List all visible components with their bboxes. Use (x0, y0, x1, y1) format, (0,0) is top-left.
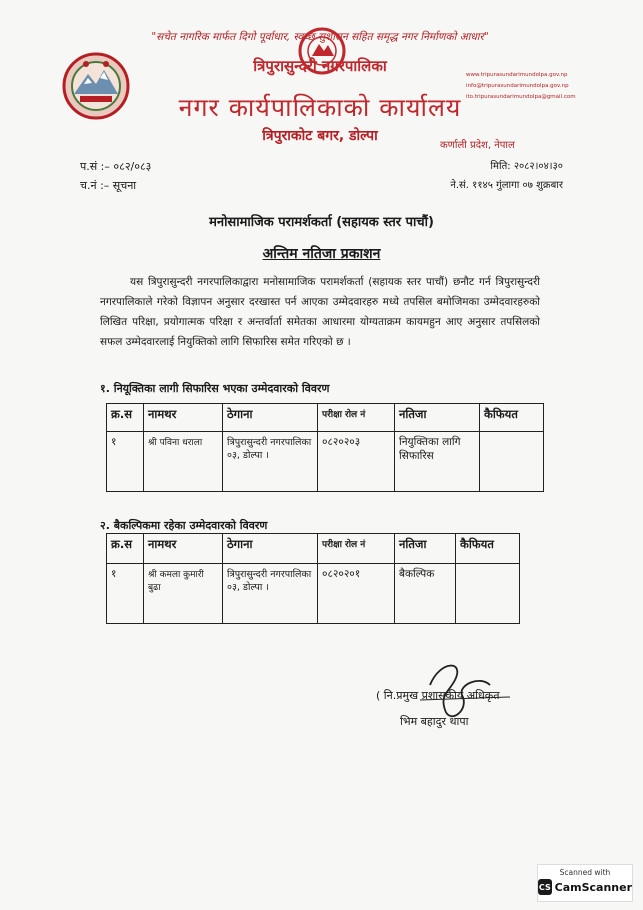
camscanner-watermark (537, 864, 633, 902)
nepal-emblem-icon (60, 50, 132, 120)
dispatch-number: च.नं :– सूचना (80, 179, 137, 192)
cell-name: श्री कमला कुमारी बुढा (144, 564, 223, 624)
col-remarks: कैफियत (456, 534, 520, 564)
col-remarks: कैफियत (480, 404, 544, 432)
col-address: ठेगाना (223, 534, 318, 564)
camscanner-logo-icon: CS (538, 879, 552, 895)
notice-subject: मनोसामाजिक परामर्शकर्ता (सहायक स्तर पाचौं) (209, 215, 434, 230)
cell-address: त्रिपुरासुन्दरी नगरपालिका ०३, डोल्पा । (223, 432, 318, 492)
date: मिति: २०८२।०४।३० (490, 161, 563, 172)
reference-block (80, 157, 151, 195)
cell-address: त्रिपुरासुन्दरी नगरपालिका ०३, डोल्पा । (223, 564, 318, 624)
signatory-name: भिम बहादुर थापा (400, 715, 469, 728)
table-row (107, 564, 520, 624)
scanner-brand: CamScanner (554, 880, 632, 894)
col-sn: क्र.स (107, 534, 144, 564)
cell-roll: ०८२०२०१ (318, 564, 395, 624)
ref-number: प.सं :– ०८२/०८३ (80, 160, 152, 173)
col-roll: परीक्षा रोल नं (318, 404, 395, 432)
province: कर्णाली प्रदेश, नेपाल (440, 140, 515, 151)
cell-remarks (456, 564, 520, 624)
cell-sn: १ (107, 432, 144, 492)
notice-heading (0, 244, 643, 263)
municipality-name: त्रिपुरासुन्दरी नगरपालिका (253, 57, 387, 75)
col-result: नतिजा (395, 534, 456, 564)
contact-website: www.tripurasundarimundolpa.gov.np (466, 72, 568, 78)
office-location: त्रिपुराकोट बगर, डोल्पा (262, 128, 378, 144)
table-row (107, 432, 544, 492)
notice-heading-text: अन्तिम नतिजा प्रकाशन (262, 246, 381, 262)
contact-email-alt: ito.tripurasundarimundolpa@gmail.com (466, 94, 576, 100)
cell-name: श्री पविना धराला (144, 432, 223, 492)
table-header-row (107, 534, 520, 564)
cell-result: बैकल्पिक (395, 564, 456, 624)
table-header-row (107, 404, 544, 432)
col-name: नामथर (144, 534, 223, 564)
signatory-designation: ( नि.प्रमुख प्रशासकीय अधिकृत (376, 689, 500, 702)
recommended-table (106, 403, 544, 492)
col-sn: क्र.स (107, 404, 144, 432)
col-name: नामथर (144, 404, 223, 432)
contact-block (466, 70, 576, 103)
alternate-table (106, 533, 520, 624)
contact-email: info@tripurasundarimundolpa.gov.np (466, 83, 569, 89)
cell-roll: ०८२०२०३ (318, 432, 395, 492)
scanner-label: Scanned with (559, 868, 611, 877)
section1-title: १. नियूक्तिका लागी सिफारिस भएका उम्मेदवारको विवरण (100, 382, 330, 395)
cell-sn: १ (107, 564, 144, 624)
cell-result: नियुक्तिका लागि सिफारिस (395, 432, 480, 492)
col-roll: परीक्षा रोल नं (318, 534, 395, 564)
nepal-sambat-date: ने.सं. ११४५ गुंलागा ०७ शुक्रबार (450, 180, 563, 191)
office-title: नगर कार्यपालिकाको कार्यालय (178, 93, 462, 122)
motto: "सचेत नागरिक मार्फत दिगो पूर्वाधार, स्वच्छ सुशासन सहित समृद्ध नगर निर्माणको आधार" (151, 31, 489, 43)
col-address: ठेगाना (223, 404, 318, 432)
notice-body: यस त्रिपुरासुन्दरी नगरपालिकाद्वारा मनोसामाजिक परामर्शकर्ता (सहायक स्तर पाचौं) छनौट गर्न त्रिपुरासुन्दरी नगरपालिकाले गरेको विज्ञापन अनुसार दरखास्त पर्न आएका उम्मेदवारहरु मध्ये तपसिल बमोजिमका उम्मेदवारहरुको लिखित परिक्षा, प्रयोगात्मक परिक्षा र अन्तर्वार्ता समेतका आधारमा योग्यताक्रम कायमहुन आए अनुसार तपसिलको सफल उम्मेदवारलाई नियुक्तिको लागि सिफारिस समेत गरिएको छ । (100, 276, 540, 348)
scanner-brand-row (538, 879, 632, 895)
col-result: नतिजा (395, 404, 480, 432)
cell-remarks (480, 432, 544, 492)
section2-title: २. बैकल्पिकमा रहेका उम्मेदवारको विवरण (100, 519, 268, 532)
date-block (450, 157, 563, 195)
